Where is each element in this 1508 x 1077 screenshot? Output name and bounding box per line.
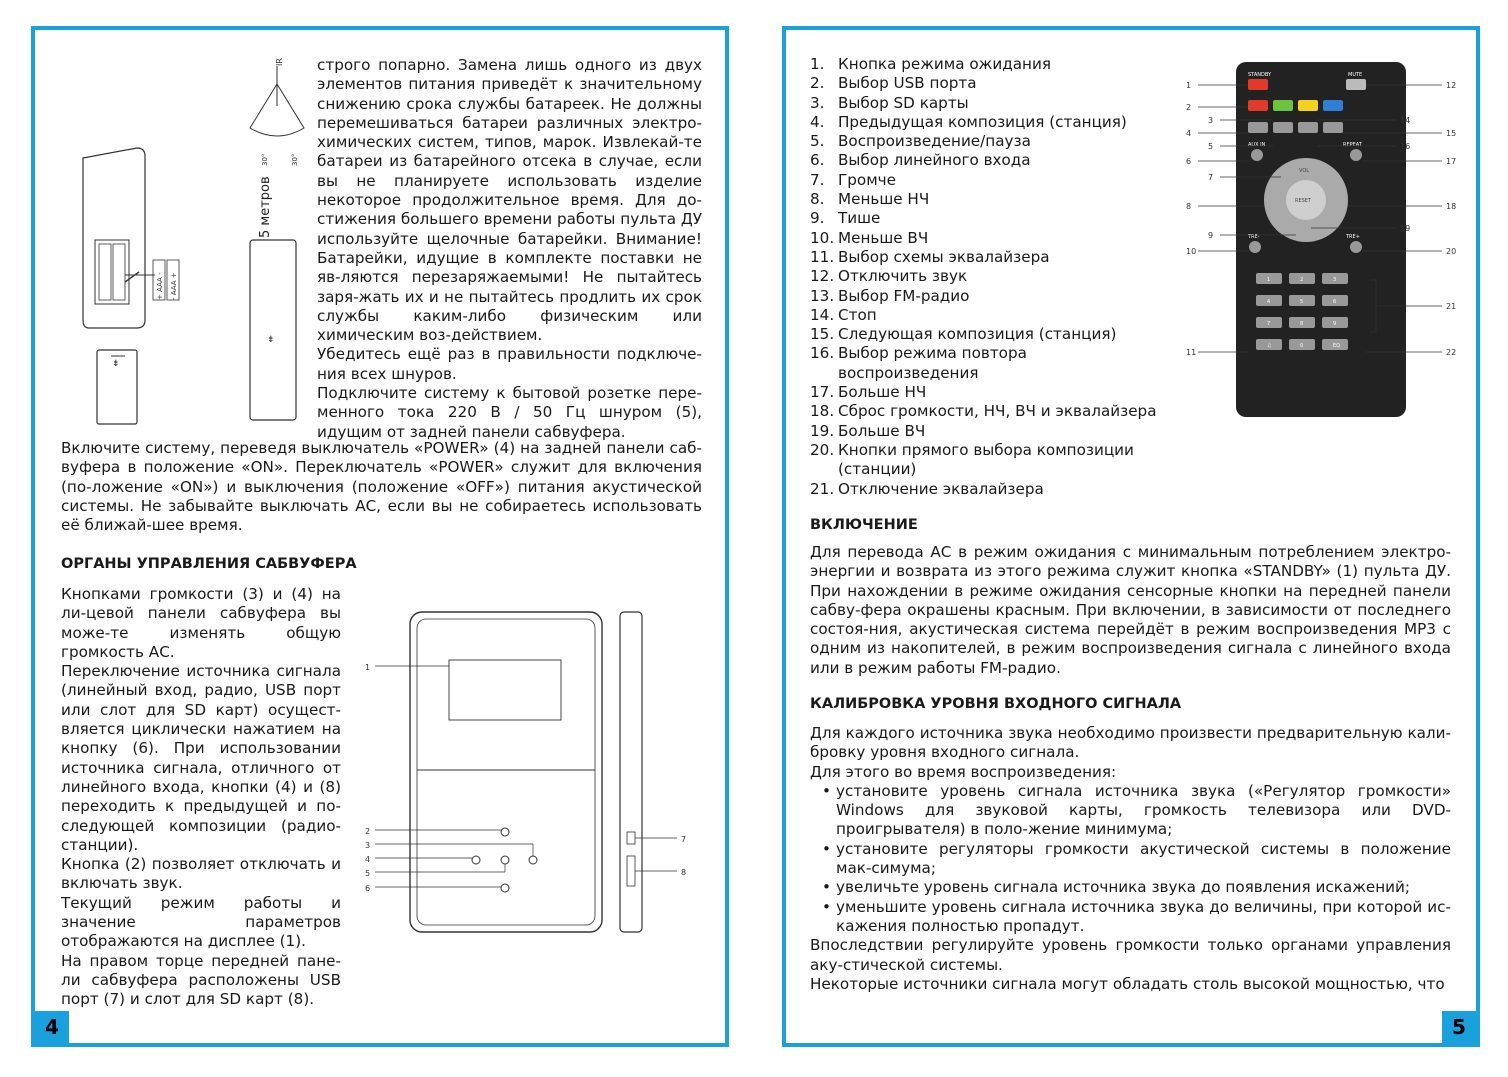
legend-item bbox=[810, 171, 1170, 190]
legend-item bbox=[810, 248, 1170, 267]
callout-label: 3 bbox=[1208, 116, 1214, 125]
legend-item bbox=[810, 55, 1170, 74]
legend-item bbox=[810, 306, 1170, 325]
ir-label: IR bbox=[275, 58, 284, 66]
legend-item bbox=[810, 94, 1170, 113]
legend-item bbox=[810, 113, 1170, 132]
next-button[interactable] bbox=[1298, 122, 1318, 133]
callout-label: 15 bbox=[1446, 129, 1456, 138]
aux-in-button[interactable] bbox=[1251, 149, 1263, 161]
legend-number: 12. bbox=[810, 267, 835, 286]
angle-label: 30° bbox=[261, 153, 269, 166]
standby-button[interactable] bbox=[1248, 79, 1268, 90]
keypad-label: 6 bbox=[1333, 299, 1337, 305]
legend-text: Больше ВЧ bbox=[838, 421, 926, 440]
bluetooth-button[interactable] bbox=[1323, 100, 1343, 111]
legend-text: Предыдущая композиция (станция) bbox=[838, 112, 1127, 131]
bullet-item: • уменьшите уровень сигнала источника звука до величины, при которой ис-кажения полностью пропадут. bbox=[822, 898, 1451, 937]
legend-text: Выбор SD карты bbox=[838, 93, 969, 112]
legend-text: Выбор схемы эквалайзера bbox=[838, 247, 1050, 266]
legend-number: 1. bbox=[810, 55, 825, 73]
callout-label: 5 bbox=[1208, 142, 1214, 151]
legend-item bbox=[810, 422, 1170, 441]
callout-label: 18 bbox=[1446, 202, 1456, 211]
legend-number: 13. bbox=[810, 286, 835, 305]
remote-control-figure bbox=[1186, 60, 1456, 420]
legend-text: Воспроизведение/пауза bbox=[838, 132, 1031, 151]
legend-number: 2. bbox=[810, 74, 825, 93]
legend-item bbox=[810, 383, 1170, 402]
callout-label: 4 bbox=[1186, 129, 1192, 138]
callout-4: 4 bbox=[365, 855, 371, 864]
section-heading-calibration: КАЛИБРОВКА УРОВНЯ ВХОДНОГО СИГНАЛА bbox=[810, 696, 1182, 712]
paragraph: Кнопками громкости (3) и (4) на ли-цевой панели сабвуфера вы може-те изменять общую громкость АС. bbox=[61, 585, 341, 661]
legend-number: 17. bbox=[810, 383, 835, 402]
paragraph: Убедитесь ещё раз в правильности подключе-ния всех шнуров. bbox=[317, 345, 702, 383]
prev-button[interactable] bbox=[1248, 122, 1268, 133]
legend-item bbox=[810, 267, 1170, 286]
fm-button[interactable] bbox=[1298, 100, 1318, 111]
calibration-steps bbox=[810, 782, 1451, 936]
vol-label: VOL bbox=[1299, 168, 1310, 174]
keypad-label: 5 bbox=[1300, 299, 1304, 305]
legend-text: Выбор режима повтора воспроизведения bbox=[838, 344, 1027, 382]
paragraph: Для каждого источника звука необходимо произвести предварительную кали-бровку уровня входного сигнала. bbox=[810, 724, 1451, 762]
bullet-item: • увеличьте уровень сигнала источника звука до появления искажений; bbox=[822, 878, 1451, 897]
paragraph: строго попарно. Замена лишь одного из двух элементов питания приведёт к значительному снижению срока службы батареек. Не должны перемешиваться батареи различных электро-химических систем, типов, марок. Извлекай-те батареи из батарейного отсека в случае, если вы не планируете использовать изделие некоторое продолжительное время. Для до-стижения большего времени работы пульта ДУ используйте щелочные батарейки. Внимание! Батарейки, идущие в комплекте поставки не яв-ляются перезаряжаемыми! Не пытайтесь заря-жать их и не пытайтесь продлить их срок службы каким-либо физическим или химическим воз-действием. bbox=[317, 56, 702, 345]
section-heading: ОРГАНЫ УПРАВЛЕНИЯ САБВУФЕРА bbox=[61, 556, 357, 572]
legend-item bbox=[810, 229, 1170, 248]
legend-item bbox=[810, 132, 1170, 151]
callout-label: 21 bbox=[1446, 302, 1456, 311]
legend-item bbox=[810, 344, 1170, 383]
callout-label: 17 bbox=[1446, 157, 1456, 166]
tre-plus-label: TRE+ bbox=[1346, 234, 1360, 240]
repeat-label: REPEAT bbox=[1343, 142, 1362, 148]
subwoofer-controls-text bbox=[61, 585, 341, 1010]
legend-number: 21. bbox=[810, 479, 835, 498]
legend-item bbox=[810, 441, 1170, 480]
callout-2: 2 bbox=[365, 827, 371, 836]
legend-text: Стоп bbox=[838, 305, 877, 324]
svg-text:⇟: ⇟ bbox=[267, 335, 275, 345]
page-5 bbox=[782, 26, 1480, 1047]
legend-number: 3. bbox=[810, 93, 825, 112]
legend-item bbox=[810, 480, 1170, 499]
legend-number: 9. bbox=[810, 209, 825, 228]
svg-text:⇟: ⇟ bbox=[112, 359, 120, 369]
standby-text bbox=[810, 543, 1451, 678]
callout-label: 1 bbox=[1186, 81, 1192, 90]
reset-label: RESET bbox=[1295, 198, 1312, 204]
power-on-text bbox=[61, 439, 702, 535]
legend-text: Меньше НЧ bbox=[838, 190, 930, 209]
legend-item bbox=[810, 209, 1170, 228]
legend-number: 18. bbox=[810, 402, 835, 421]
callout-label: 7 bbox=[1208, 173, 1214, 182]
legend-number: 6. bbox=[810, 151, 825, 170]
legend-text: Выбор линейного входа bbox=[838, 151, 1031, 170]
keypad-label: ♫ bbox=[1267, 343, 1272, 349]
page-number: 4 bbox=[35, 1011, 69, 1043]
paragraph: Переключение источника сигнала (линейный вход, радио, USB порт или слот для SD карт) осущест-вляется циклически нажатием на кнопку (6). При использовании источника сигнала, отличного от линейного входа, кнопки (4) и (8) переходить к предыдущей и по-следующей композиции (радио-станции). bbox=[61, 662, 341, 854]
callout-label: 22 bbox=[1446, 348, 1456, 357]
legend-number: 5. bbox=[810, 132, 825, 151]
tre-minus-button[interactable] bbox=[1249, 241, 1261, 253]
legend-number: 19. bbox=[810, 421, 835, 440]
tre-minus-label: TRE- bbox=[1248, 234, 1260, 240]
page-number: 5 bbox=[1442, 1011, 1476, 1043]
callout-5: 5 bbox=[365, 869, 371, 878]
legend-item bbox=[810, 74, 1170, 93]
paragraph: Впоследствии регулируйте уровень громкости только органами управления аку-стической системы. bbox=[810, 936, 1451, 974]
keypad-label: 2 bbox=[1300, 277, 1304, 283]
sd-button[interactable] bbox=[1273, 100, 1293, 111]
bullet-item: • установите регуляторы громкости акустической системы в положение мак-симума; bbox=[822, 840, 1451, 879]
legend-number: 14. bbox=[810, 305, 835, 324]
tre-plus-button[interactable] bbox=[1350, 241, 1362, 253]
legend-text: Выбор FM-радио bbox=[838, 286, 970, 305]
keypad-label: EQ bbox=[1333, 343, 1341, 349]
legend-item bbox=[810, 402, 1170, 421]
callout-label: 19 bbox=[1400, 224, 1411, 233]
keypad-label: 1 bbox=[1267, 277, 1271, 283]
legend-text: Отключить звук bbox=[838, 267, 968, 286]
keypad-label: 3 bbox=[1333, 277, 1337, 283]
battery-instructions-text bbox=[317, 56, 702, 442]
battery-label-2: - AAA + bbox=[170, 272, 178, 300]
legend-text: Выбор USB порта bbox=[838, 74, 977, 93]
calibration-text bbox=[810, 724, 1451, 994]
legend-item bbox=[810, 151, 1170, 170]
svg-text:30°: 30° bbox=[291, 153, 299, 166]
legend-text: Кнопка режима ожидания bbox=[838, 55, 1051, 73]
play-pause-button[interactable] bbox=[1273, 122, 1293, 133]
legend-number: 10. bbox=[810, 228, 835, 247]
legend-text: Сброс громкости, НЧ, ВЧ и эквалайзера bbox=[838, 402, 1157, 421]
legend-number: 16. bbox=[810, 344, 835, 363]
stop-button[interactable] bbox=[1323, 122, 1343, 133]
callout-1: 1 bbox=[365, 663, 371, 672]
callout-label: 9 bbox=[1208, 231, 1214, 240]
keypad-label: 4 bbox=[1267, 299, 1271, 305]
keypad-label: 0 bbox=[1300, 343, 1304, 349]
legend-text: Тише bbox=[838, 209, 881, 228]
legend-number: 4. bbox=[810, 112, 825, 131]
legend-number: 20. bbox=[810, 440, 835, 459]
page-4 bbox=[31, 26, 729, 1047]
paragraph: Некоторые источники сигнала могут обладать столь высокой мощностью, что bbox=[810, 974, 1445, 993]
usb-button[interactable] bbox=[1248, 100, 1268, 111]
aux-in-label: AUX IN bbox=[1248, 142, 1266, 148]
legend-text: Громче bbox=[838, 170, 896, 189]
legend-number: 7. bbox=[810, 170, 825, 189]
legend-item bbox=[810, 190, 1170, 209]
paragraph: Кнопка (2) позволяет отключать и включать звук. bbox=[61, 855, 341, 893]
callout-label: 20 bbox=[1446, 247, 1456, 256]
keypad-label: 9 bbox=[1333, 321, 1337, 327]
keypad-label: 7 bbox=[1267, 321, 1271, 327]
paragraph: Для перевода АС в режим ожидания с минимальным потреблением электро-энергии и возврата из этого режима служит кнопка «STANDBY» (1) пульта ДУ. При нахождении в режиме ожидания сенсорные кнопки на передней панели сабву-фера окрашены красным. При включении, в зависимости от последнего состоя-ния, акустическая система перейдёт в режим воспроизведения MP3 с одним из накопителей, в режим воспроизведения сигнала с линейного входа или в режим работы FM-радио. bbox=[810, 543, 1451, 677]
callout-label: 6 bbox=[1186, 157, 1192, 166]
paragraph: Включите систему, переведя выключатель «POWER» (4) на задней панели саб-вуфера в положение «ON». Переключатель «POWER» служит для включения (по-ложение «ON») и выключения (положение «OFF») питания акустической системы. Не забывайте выключать АС, если вы не собираетесь использовать её ближай-шее время. bbox=[61, 439, 702, 535]
legend-text: Следующая композиция (станция) bbox=[838, 325, 1117, 344]
paragraph: Подключите систему к бытовой розетке пере-менного тока 220 В / 50 Гц шнуром (5), идущим от задней панели сабвуфера. bbox=[317, 384, 702, 441]
callout-3: 3 bbox=[365, 841, 371, 850]
callout-label: 8 bbox=[1186, 202, 1192, 211]
standby-label: STANDBY bbox=[1248, 72, 1272, 78]
battery-installation-figure bbox=[55, 50, 325, 430]
callout-7: 7 bbox=[681, 835, 687, 844]
legend-number: 11. bbox=[810, 247, 835, 266]
legend-text: Меньше ВЧ bbox=[838, 228, 929, 247]
section-heading-power: ВКЛЮЧЕНИЕ bbox=[810, 517, 918, 533]
legend-number: 8. bbox=[810, 190, 825, 209]
legend-text: Отключение эквалайзера bbox=[838, 479, 1044, 498]
keypad-label: 8 bbox=[1300, 321, 1304, 327]
callout-label: 16 bbox=[1400, 142, 1411, 151]
legend-number: 15. bbox=[810, 325, 835, 344]
paragraph: На правом торце передней пане-ли сабвуфера расположены USB порт (7) и слот для SD карт (8). bbox=[61, 951, 341, 1009]
callout-label: 14 bbox=[1400, 116, 1411, 125]
mute-label: MUTE bbox=[1348, 72, 1363, 78]
bullet-item: • установите уровень сигнала источника звука («Регулятор громкости» Windows для звуковой карты, громкость телевизора или DVD-проигрывателя) в поло-жение минимума; bbox=[822, 782, 1451, 840]
callout-label: 12 bbox=[1446, 81, 1456, 90]
paragraph: Для этого во время воспроизведения: bbox=[810, 762, 1117, 781]
callout-6: 6 bbox=[365, 884, 371, 893]
paragraph: Текущий режим работы и значение параметров отображаются на дисплее (1). bbox=[61, 893, 341, 951]
callout-label: 11 bbox=[1186, 348, 1197, 357]
legend-item bbox=[810, 325, 1170, 344]
legend-item bbox=[810, 287, 1170, 306]
callout-label: 10 bbox=[1186, 247, 1197, 256]
repeat-button[interactable] bbox=[1350, 149, 1362, 161]
callout-8: 8 bbox=[681, 868, 687, 877]
mute-button[interactable] bbox=[1346, 79, 1366, 90]
remote-legend-list bbox=[810, 55, 1170, 499]
legend-text: Больше НЧ bbox=[838, 383, 927, 402]
battery-label-1: + AAA - bbox=[156, 272, 164, 300]
distance-label: 5 метров bbox=[258, 176, 273, 238]
callout-label: 2 bbox=[1186, 103, 1192, 112]
subwoofer-panel-figure bbox=[365, 610, 695, 935]
legend-text: Кнопки прямого выбора композиции (станции) bbox=[838, 440, 1134, 479]
